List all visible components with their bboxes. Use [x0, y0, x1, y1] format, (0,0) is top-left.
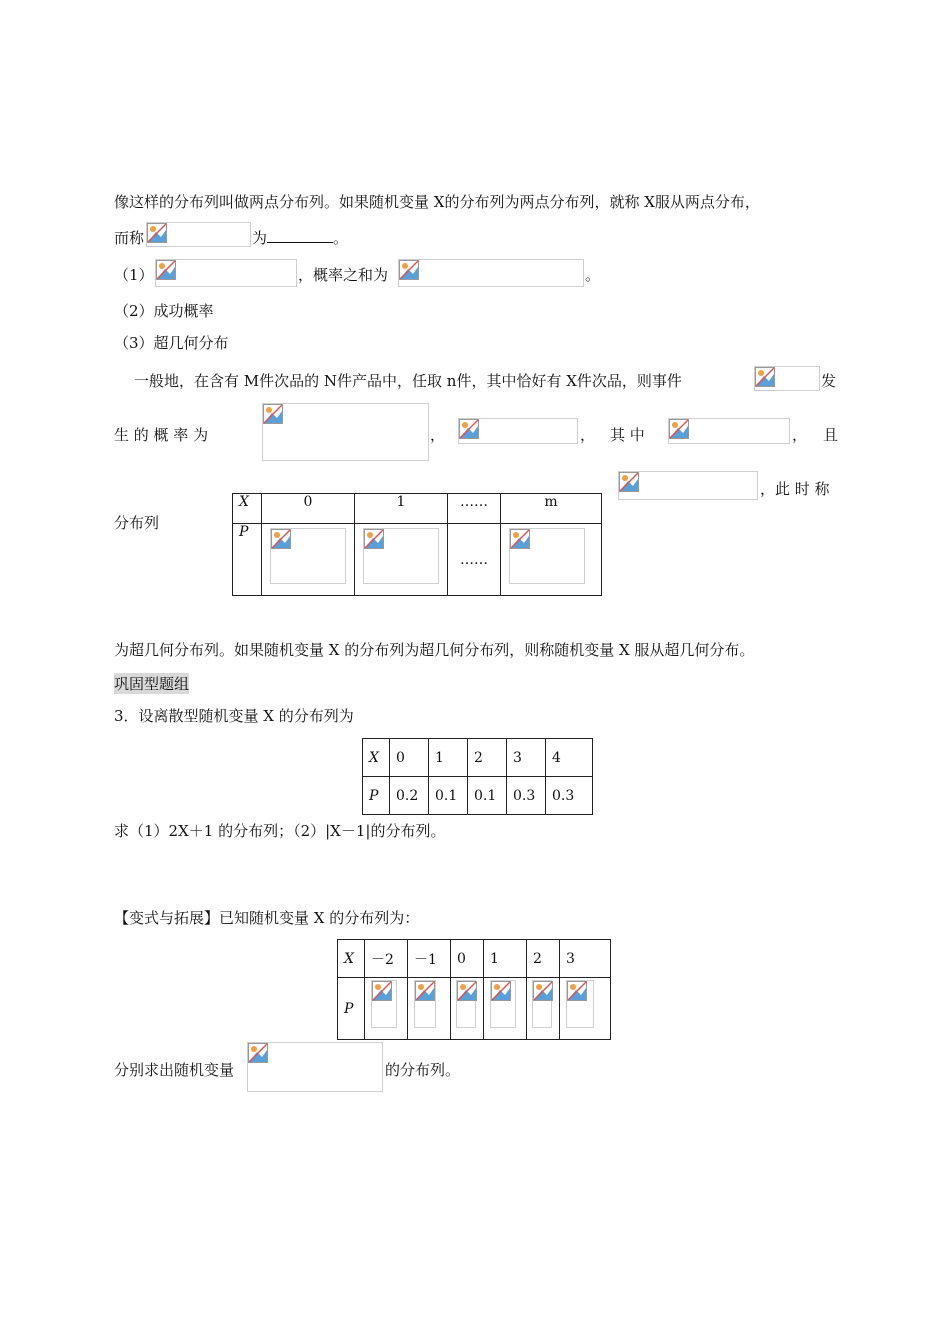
broken-image-icon [510, 529, 530, 549]
qizhong: 其 中 [610, 426, 645, 444]
table-cell [484, 978, 527, 1040]
formula-image [371, 980, 397, 1028]
table-cell: 0.1 [429, 777, 468, 815]
table-cell: －2 [365, 940, 408, 978]
formula-image [262, 403, 429, 461]
table-header-x: X [363, 739, 390, 777]
table-cell: 0 [390, 739, 429, 777]
broken-image-icon [669, 419, 689, 439]
item1-end: 。 [585, 266, 601, 284]
table-cell [365, 978, 408, 1040]
table-cell [527, 978, 560, 1040]
formula-image [532, 980, 552, 1028]
hyper-distribution-table [232, 493, 602, 596]
formula-image [566, 980, 594, 1028]
comma: ， [430, 426, 446, 444]
extension-end-prefix: 分别求出随机变量 [114, 1061, 235, 1079]
table-cell: 1 [355, 494, 448, 524]
broken-image-icon [271, 529, 291, 549]
broken-image-icon [755, 367, 775, 387]
table-cell: －1 [408, 940, 451, 978]
formula-image [668, 418, 790, 444]
formula-image [509, 528, 585, 584]
broken-image-icon [372, 981, 392, 1001]
extension-end-suffix: 的分布列。 [385, 1061, 461, 1079]
formula-image [490, 980, 516, 1028]
hyper-line2: 生 的 概 率 为 [114, 426, 209, 444]
table-cell: 0 [262, 494, 355, 524]
extension-title: 【变式与拓展】已知随机变量 X 的分布列为： [114, 909, 420, 927]
table-cell: 1 [429, 739, 468, 777]
hyper-line1-end: 发 [821, 372, 837, 390]
table-cell [451, 978, 484, 1040]
broken-image-icon [364, 529, 384, 549]
broken-image-icon [147, 223, 167, 243]
item1-mid: ，概率之和为 [298, 266, 389, 284]
table-cell: 3 [560, 940, 611, 978]
cishi: ，此 时 称 [760, 480, 830, 498]
broken-image-icon [399, 260, 419, 280]
item1-prefix: （1） [114, 266, 154, 284]
qie: 且 [823, 426, 839, 444]
item2: （2）成功概率 [114, 302, 214, 320]
table-header-p: P [363, 777, 390, 815]
table-header-x: X [338, 940, 365, 978]
fenbulie: 分布列 [114, 514, 160, 532]
formula-image [270, 528, 346, 584]
intro-line2-mid: 为 。 [252, 229, 349, 247]
broken-image-icon [156, 260, 176, 280]
table-cell: m [501, 494, 602, 524]
formula-image [155, 259, 297, 287]
comma: ， [792, 426, 808, 444]
table-cell: 1 [484, 940, 527, 978]
table-header-x: X [233, 494, 262, 524]
table-cell: 0 [451, 940, 484, 978]
intro-line2-prefix: 而称 [114, 229, 145, 247]
table-cell: …… [448, 524, 501, 596]
broken-image-icon [533, 981, 553, 1001]
section-label: 巩固型题组 [114, 675, 190, 693]
table-cell [560, 978, 611, 1040]
distribution-table-q3 [362, 738, 593, 815]
table-cell: 0.2 [390, 777, 429, 815]
table-cell [355, 524, 448, 596]
formula-image [247, 1042, 383, 1092]
table-header-p: P [233, 524, 262, 596]
formula-image [618, 471, 758, 500]
broken-image-icon [415, 981, 435, 1001]
formula-image [398, 259, 584, 287]
table-cell [501, 524, 602, 596]
broken-image-icon [619, 472, 639, 492]
comma: ， [580, 426, 596, 444]
table-header-p: P [338, 978, 365, 1040]
distribution-table-extension [337, 939, 611, 1040]
table-cell: 0.1 [468, 777, 507, 815]
hyper-after: 为超几何分布列。如果随机变量 X 的分布列为超几何分布列，则称随机变量 X 服从超几何分布。 [114, 641, 755, 659]
table-cell [408, 978, 451, 1040]
table-cell: …… [448, 494, 501, 524]
table-cell [262, 524, 355, 596]
formula-image [456, 980, 476, 1028]
broken-image-icon [567, 981, 587, 1001]
table-cell: 2 [468, 739, 507, 777]
table-cell: 0.3 [507, 777, 546, 815]
broken-image-icon [457, 981, 477, 1001]
table-cell: 4 [546, 739, 593, 777]
hyper-line1: 一般地，在含有 M件次品的 N件产品中，任取 n件，其中恰好有 X件次品，则事件 [134, 372, 682, 390]
broken-image-icon [263, 404, 283, 424]
table-cell: 2 [527, 940, 560, 978]
item3: （3）超几何分布 [114, 334, 229, 352]
formula-image [146, 222, 251, 247]
formula-image [754, 366, 820, 391]
broken-image-icon [248, 1043, 268, 1063]
formula-image [458, 418, 578, 444]
broken-image-icon [459, 419, 479, 439]
table-cell: 3 [507, 739, 546, 777]
formula-image [363, 528, 439, 584]
broken-image-icon [491, 981, 511, 1001]
table-cell: 0.3 [546, 777, 593, 815]
intro-line1: 像这样的分布列叫做两点分布列。如果随机变量 X的分布列为两点分布列，就称 X服从两点分布， [114, 193, 760, 211]
formula-image [414, 980, 436, 1028]
question-3: 3．设离散型随机变量 X 的分布列为 [114, 707, 354, 725]
question-3-ask: 求（1）2X＋1 的分布列；（2）|X－1|的分布列。 [114, 822, 446, 840]
